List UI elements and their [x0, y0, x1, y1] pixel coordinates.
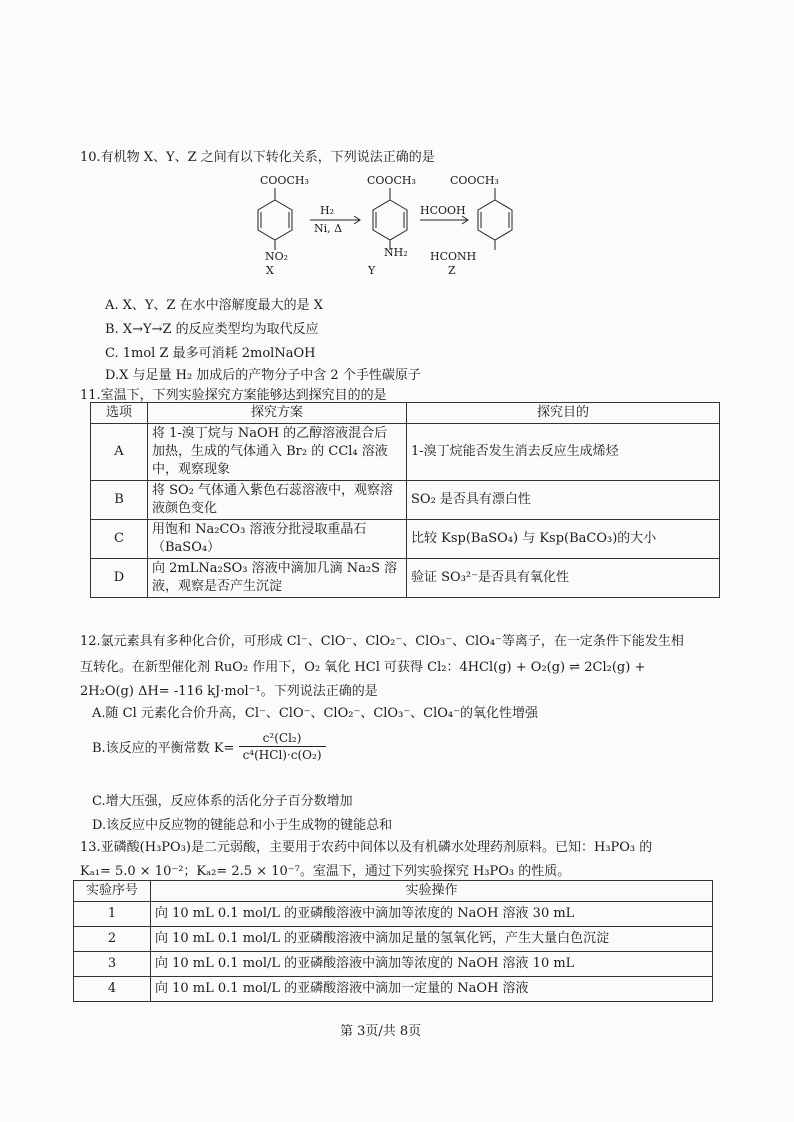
page-number: 第 3页/共 8页	[340, 1024, 422, 1039]
q11-row-d-option: D	[91, 559, 148, 598]
x-top-group: COOCH₃	[260, 174, 309, 187]
q11-row-b-option: B	[91, 481, 148, 520]
q10-option-a: A. X、Y、Z 在水中溶解度最大的是 X	[105, 298, 324, 313]
q13-row-op: 向 10 mL 0.1 mol/L 的亚磷酸溶液中滴加等浓度的 NaOH 溶液 10 mL	[151, 952, 713, 977]
q11-row-b-plan	[148, 481, 407, 520]
q11-header-plan: 探究方案	[148, 403, 407, 424]
table-row	[91, 424, 720, 481]
q12-stem-line2: 互转化。在新型催化剂 RuO₂ 作用下，O₂ 氧化 HCl 可获得 Cl₂：4HCl(g) + O₂(g) ⇌ 2Cl₂(g) +	[80, 660, 646, 675]
q13-stem-line2: Kₐ₁= 5.0 × 10⁻²；Kₐ₂= 2.5 × 10⁻⁷。室温下，通过下列实验探究 H₃PO₃ 的性质。	[80, 864, 571, 879]
table-row	[74, 927, 713, 952]
q11-row-c-goal: 比较 Ksp(BaSO₄) 与 Ksp(BaCO₃)的大小	[407, 520, 720, 559]
q13-row-no: 2	[74, 927, 151, 952]
plan-line: 向 2mLNa₂SO₃ 溶液中滴加几滴 Na₂S 溶	[152, 561, 398, 576]
y-label: Y	[368, 264, 376, 277]
q11-row-d-plan	[148, 559, 407, 598]
equilibrium-constant-fraction	[239, 730, 326, 763]
z-top-group: COOCH₃	[450, 174, 499, 187]
q13-row-no: 1	[74, 902, 151, 927]
plan-line: 用饱和 Na₂CO₃ 溶液分批浸取重晶石	[152, 522, 367, 537]
q12-option-a: A.随 Cl 元素化合价升高，Cl⁻、ClO⁻、ClO₂⁻、ClO₃⁻、ClO₄⁻的氧化性增强	[92, 706, 538, 721]
q11-row-a-option: A	[91, 424, 148, 481]
y-top-group: COOCH₃	[367, 174, 416, 187]
z-label: Z	[448, 264, 456, 277]
q11-row-a-goal: 1-溴丁烷能否发生消去反应生成烯烃	[407, 424, 720, 481]
plan-line: （BaSO₄）	[152, 540, 221, 555]
y-bottom-group: NH₂	[384, 246, 408, 259]
x-bottom-group: NO₂	[265, 250, 289, 263]
x-label: X	[266, 264, 274, 277]
plan-line: 加热，生成的气体通入 Br₂ 的 CCl₄ 溶液	[152, 444, 388, 459]
table-row	[74, 952, 713, 977]
q10-option-d: D.X 与足量 H₂ 加成后的产物分子中含 2 个手性碳原子	[105, 368, 421, 383]
q12-stem-line3: 2H₂O(g) ΔH= -116 kJ·mol⁻¹。下列说法正确的是	[80, 684, 378, 699]
plan-line: 液，观察是否产生沉淀	[152, 579, 283, 594]
q13-row-op: 向 10 mL 0.1 mol/L 的亚磷酸溶液中滴加一定量的 NaOH 溶液	[151, 977, 713, 1002]
q12-option-c: C.增大压强，反应体系的活化分子百分数增加	[92, 794, 353, 809]
table-row	[74, 902, 713, 927]
fraction-denominator: c⁴(HCl)·c(O₂)	[242, 748, 322, 762]
table-row	[91, 520, 720, 559]
plan-line: 将 SO₂ 气体通入紫色石蕊溶液中，观察溶	[152, 483, 394, 498]
q11-header-option: 选项	[91, 403, 148, 424]
q12-option-d: D.该反应中反应物的键能总和小于生成物的键能总和	[92, 818, 393, 833]
q11-row-c-plan	[148, 520, 407, 559]
q11-row-a-plan	[148, 424, 407, 481]
q13-stem-line1: 13.亚磷酸(H₃PO₃)是二元弱酸，主要用于农药中间体以及有机磷水处理药剂原料。已知：H₃PO₃ 的	[80, 840, 653, 855]
arrow1-reagent: H₂	[320, 204, 335, 217]
q11-row-d-goal: 验证 SO₃²⁻是否具有氧化性	[407, 559, 720, 598]
q12-stem-line1: 12.氯元素具有多种化合价，可形成 Cl⁻、ClO⁻、ClO₂⁻、ClO₃⁻、ClO₄⁻等离子，在一定条件下能发生相	[80, 634, 684, 649]
q10-option-b: B. X→Y→Z 的反应类型均为取代反应	[105, 322, 319, 337]
q11-table	[90, 402, 720, 598]
plan-line: 将 1-溴丁烷与 NaOH 的乙醇溶液混合后	[152, 426, 388, 441]
q13-row-no: 3	[74, 952, 151, 977]
plan-line: 中，观察现象	[152, 462, 231, 477]
q10-option-c: C. 1mol Z 最多可消耗 2molNaOH	[105, 346, 316, 361]
q13-row-no: 4	[74, 977, 151, 1002]
plan-line: 液颜色变化	[152, 501, 218, 516]
table-row	[74, 977, 713, 1002]
z-bottom-group: HCONH	[430, 250, 477, 263]
q11-row-c-option: C	[91, 520, 148, 559]
arrow1-condition: Ni, Δ	[314, 222, 343, 235]
q11-row-b-goal: SO₂ 是否具有漂白性	[407, 481, 720, 520]
q13-header-no: 实验序号	[74, 881, 151, 902]
arrow2-reagent: HCOOH	[420, 204, 466, 217]
q12-option-b-prefix: B.该反应的平衡常数 K=	[92, 741, 235, 756]
q13-table	[73, 880, 713, 1002]
table-row	[91, 481, 720, 520]
q13-row-op: 向 10 mL 0.1 mol/L 的亚磷酸溶液中滴加足量的氢氧化钙，产生大量白色沉淀	[151, 927, 713, 952]
table-row	[91, 559, 720, 598]
q13-header-op: 实验操作	[151, 881, 713, 902]
q12-option-b	[92, 730, 326, 763]
q13-row-op: 向 10 mL 0.1 mol/L 的亚磷酸溶液中滴加等浓度的 NaOH 溶液 30 mL	[151, 902, 713, 927]
q11-stem: 11.室温下，下列实验探究方案能够达到探究目的的是	[80, 388, 387, 403]
fraction-numerator: c²(Cl₂)	[239, 730, 326, 747]
q10-stem: 10.有机物 X、Y、Z 之间有以下转化关系，下列说法正确的是	[80, 150, 435, 165]
q11-header-goal: 探究目的	[407, 403, 720, 424]
